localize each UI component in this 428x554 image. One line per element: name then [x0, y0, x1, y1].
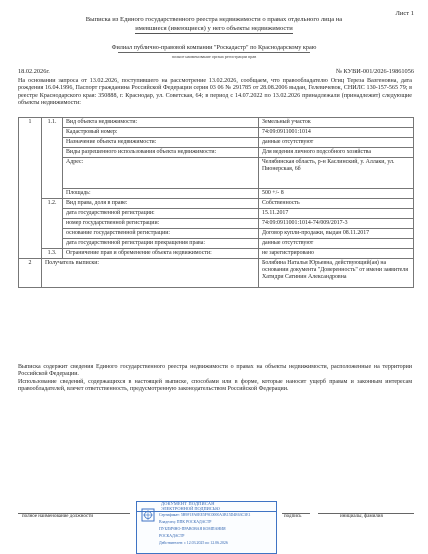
emblem-icon [141, 508, 155, 522]
label-right-type: Вид права, доля в праве: [63, 199, 259, 209]
row-right-type [19, 199, 414, 209]
value-permitted-use: Для ведения личного подсобного хозяйства [259, 148, 414, 158]
footer-notes [18, 364, 412, 393]
label-purpose: Назначение объекта недвижимости: [63, 138, 259, 148]
stamp-certificate: Сертификат: 5B9F1FA0EE5F9C0000A3B15D4E63C3E1 [159, 513, 251, 517]
row-number-2: 2 [19, 259, 42, 288]
intro-paragraph: На основании запроса от 13.02.2026, поступившего на рассмотрение 13.02.2026, сообщаем, что правообладателю Огиц Тереза Вазгеновна, дата рождения 16.04.1996, Паспорт гражданина Российской Федерации серия 03 06 № 291785 от 28.08.2006 выдан, Гелевичевок, СНИЛС 130-157-565 79; в реестре Краснодарского края: 350888, г. Краснодар, ул. Советская, 64; в период с 14.07.2022 по 13.02.2026 принадлежали (принадлежит) следующие объекты недвижимости: [18, 78, 412, 107]
row-permitted-use [19, 148, 414, 158]
label-encumbrance: Ограничение прав и обременение объекта недвижимости: [63, 249, 259, 259]
subrow-1-3: 1.3. [42, 249, 63, 259]
label-termination-date: дата государственной регистрации прекращения права: [63, 239, 259, 249]
row-encumbrance [19, 249, 414, 259]
label-permitted-use: Виды разрешенного использования объекта недвижимости: [63, 148, 259, 158]
row-cadastral-number [19, 128, 414, 138]
value-encumbrance: не зарегистрировано [259, 249, 414, 259]
row-registration-number [19, 219, 414, 229]
value-object-type: Земельный участок [259, 118, 414, 128]
value-cadastral-number: 74:09:0911001:1014 [259, 128, 414, 138]
stamp-owner: Владелец: ППК РОСКАДАСТР [159, 520, 212, 524]
row-termination-date [19, 239, 414, 249]
value-purpose: данные отсутствуют [259, 138, 414, 148]
value-right-type: Собственность [259, 199, 414, 209]
value-registration-number: 74:09:0911001:1014-74/009/2017-3 [259, 219, 414, 229]
value-termination-date: данные отсутствуют [259, 239, 414, 249]
label-registration-number: номер государственной регистрации: [63, 219, 259, 229]
electronic-signature-stamp [136, 501, 277, 554]
label-address: Адрес: [63, 158, 259, 189]
row-address [19, 158, 414, 189]
property-table [18, 117, 414, 288]
document-number: № КУВИ-001/2026-19861056 [335, 68, 414, 75]
row-area [19, 189, 414, 199]
registrar-caption: полное наименование органа регистрации прав [118, 52, 310, 59]
row-object-type [19, 118, 414, 128]
value-area: 500 +/- 8 [259, 189, 414, 199]
row-registration-basis [19, 229, 414, 239]
initials-caption: инициалы, фамилия [340, 514, 383, 519]
label-area: Площадь: [63, 189, 259, 199]
stamp-title-1: ДОКУМЕНТ ПОДПИСАН [161, 501, 215, 506]
document-title [40, 16, 388, 34]
sheet-number: Лист 1 [395, 10, 414, 17]
stamp-owner-org: ПУБЛИЧНО-ПРАВОВАЯ КОМПАНИЯ [159, 527, 226, 531]
stamp-validity: Действителен: с 12.03.2025 по 12.06.2026 [159, 541, 228, 545]
label-registration-date: дата государственной регистрации: [63, 209, 259, 219]
stamp-title-2: ЭЛЕКТРОННОЙ ПОДПИСЬЮ [161, 506, 220, 511]
subrow-1-1: 1.1. [42, 118, 63, 199]
label-object-type: Вид объекта недвижимости: [63, 118, 259, 128]
issue-date: 18.02.2026г. [18, 68, 50, 75]
value-address: Челябинская область, р-н Каслинский, у. Аллаки, ул. Пионерская, 6б [259, 158, 414, 189]
row-registration-date [19, 209, 414, 219]
value-registration-basis: Договор купли-продажи, выдан 08.11.2017 [259, 229, 414, 239]
title-line-2: имевшиеся (имеющиеся) у него объекты недвижимости [135, 25, 293, 35]
label-recipient: Получатель выписки: [42, 259, 259, 288]
registrar-name: Филиал публично-правовой компании "Роскадастр" по Краснодарскому краю [111, 44, 317, 51]
row-purpose [19, 138, 414, 148]
label-cadastral-number: Кадастровый номер: [63, 128, 259, 138]
row-number-1: 1 [19, 118, 42, 259]
stamp-owner-org-2: РОСКАДАСТР [159, 534, 185, 538]
signature-caption: подпись [284, 514, 302, 519]
label-registration-basis: основание государственной регистрации: [63, 229, 259, 239]
stamp-header [137, 502, 276, 512]
footer-paragraph-1: Выписка содержит сведения Единого государственного реестра недвижимости о правах на объекты недвижимости, расположенные на территории Российской Федерации. [18, 364, 412, 378]
title-line-1: Выписка из Единого государственного реестра недвижимости о правах отдельного лица на [85, 16, 343, 23]
position-caption: полное наименование должности [22, 514, 94, 519]
value-registration-date: 15.11.2017 [259, 209, 414, 219]
footer-paragraph-2: Использование сведений, содержащихся в настоящей выписке, способами или в форме, которые наносят ущерб правам и законным интересам правообладателей, влечет ответственность, предусмотренную законодательством Российской Федерации. [18, 378, 412, 392]
subrow-1-2: 1.2. [42, 199, 63, 249]
row-recipient [19, 259, 414, 288]
value-recipient: Болябина Наталья Юрьевна, действующий(ая) на основании документа "Доверенность" от имени заявителя Хатидри Сатинин Александровна [259, 259, 414, 288]
